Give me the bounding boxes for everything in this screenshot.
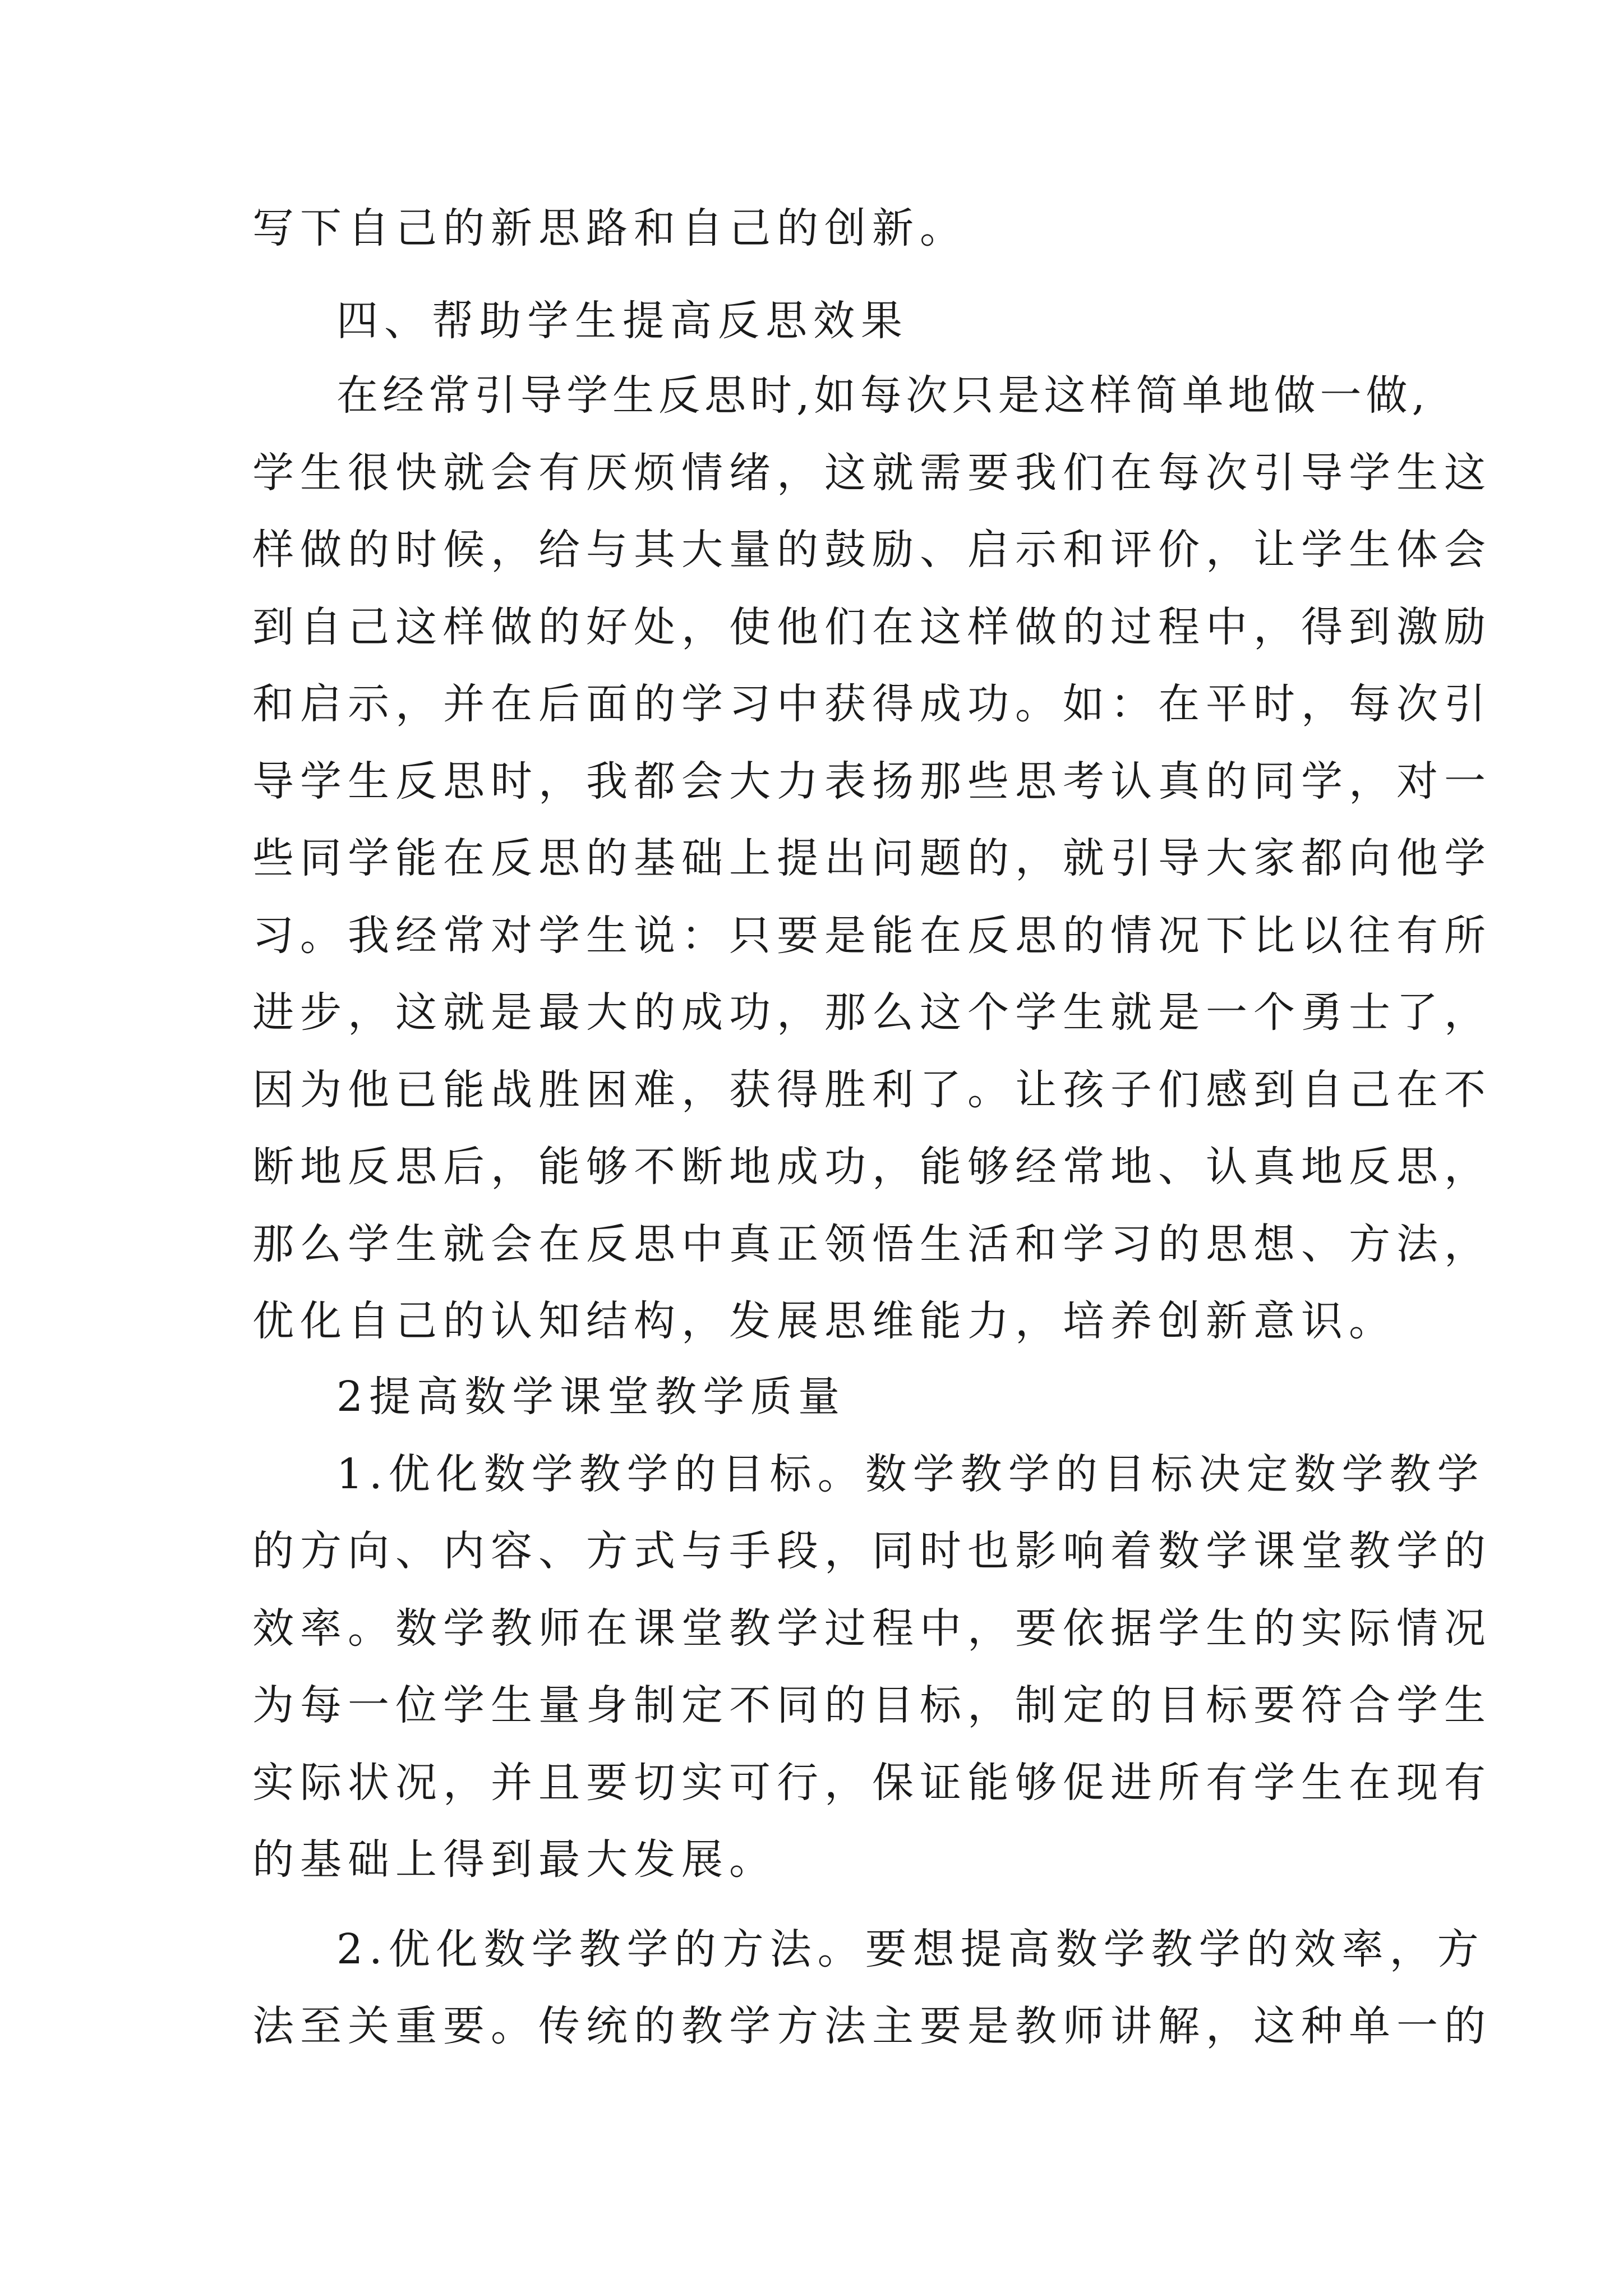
text-line: 和启示，并在后面的学习中获得成功。如：在平时，每次引 <box>252 680 1492 728</box>
text-line: 效率。数学教师在课堂教学过程中，要依据学生的实际情况 <box>252 1604 1492 1653</box>
text-line: 导学生反思时，我都会大力表扬那些思考认真的同学，对一 <box>252 757 1492 806</box>
text-line: 为每一位学生量身制定不同的目标，制定的目标要符合学生 <box>252 1681 1492 1729</box>
text-line: 因为他已能战胜困难，获得胜利了。让孩子们感到自己在不 <box>252 1066 1492 1114</box>
text-line: 优化自己的认知结构，发展思维能力，培养创新意识。 <box>252 1297 1396 1345</box>
text-line: 断地反思后，能够不断地成功，能够经常地、认真地反思， <box>252 1143 1492 1191</box>
text-line: 进步，这就是最大的成功，那么这个学生就是一个勇士了， <box>252 988 1492 1037</box>
section-heading: 2提高数学课堂教学质量 <box>336 1373 846 1421</box>
text-line: 些同学能在反思的基础上提出问题的，就引导大家都向他学 <box>252 834 1492 882</box>
text-line: 1.优化数学教学的目标。数学教学的目标决定数学教学 <box>336 1450 1485 1498</box>
text-line: 实际状况，并且要切实可行，保证能够促进所有学生在现有 <box>252 1759 1492 1807</box>
text-line: 写下自己的新思路和自己的创新。 <box>252 204 967 252</box>
text-line: 习。我经常对学生说：只要是能在反思的情况下比以往有所 <box>252 912 1492 960</box>
text-line: 2.优化数学教学的方法。要想提高数学教学的效率，方 <box>336 1925 1485 1973</box>
text-line: 那么学生就会在反思中真正领悟生活和学习的思想、方法， <box>252 1220 1492 1268</box>
text-line: 的基础上得到最大发展。 <box>252 1835 777 1884</box>
text-line: 在经常引导学生反思时,如每次只是这样简单地做一做, <box>336 371 1430 420</box>
text-line: 到自己这样做的好处，使他们在这样做的过程中，得到激励 <box>252 603 1492 651</box>
text-line: 样做的时候，给与其大量的鼓励、启示和评价，让学生体会 <box>252 526 1492 574</box>
text-line: 学生很快就会有厌烦情绪，这就需要我们在每次引导学生这 <box>252 449 1492 497</box>
section-heading: 四、帮助学生提高反思效果 <box>336 297 909 345</box>
text-line: 的方向、内容、方式与手段，同时也影响着数学课堂教学的 <box>252 1527 1492 1575</box>
text-line: 法至关重要。传统的教学方法主要是教师讲解，这种单一的 <box>252 2002 1492 2050</box>
